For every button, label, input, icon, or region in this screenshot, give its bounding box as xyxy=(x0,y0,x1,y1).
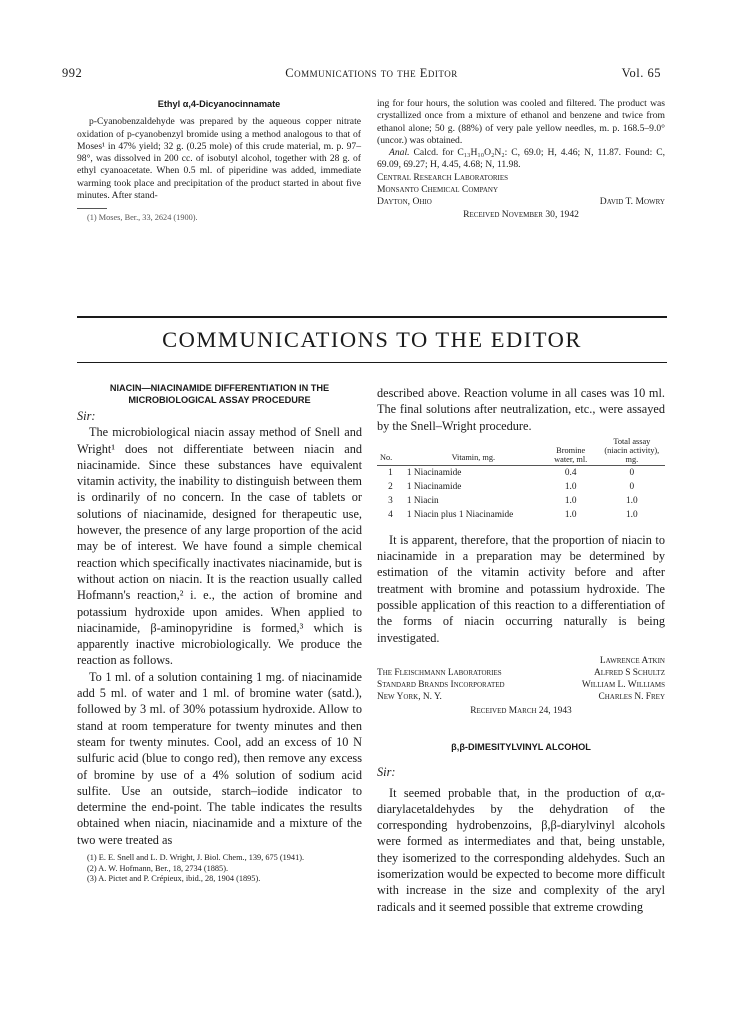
section-title: COMMUNICATIONS TO THE EDITOR xyxy=(162,327,582,352)
prev-article-right-column xyxy=(377,98,665,221)
article1-left-column xyxy=(77,382,362,885)
table-header-row xyxy=(377,436,665,465)
anal-label: Anal. xyxy=(389,147,410,159)
article2-paragraph-1: It seemed probable that, in the production of α,α-diarylacetaldehydes by the dehydration of the corresponding hydrobenzoins, β,β-diarylvinyl alcohols were formed as intermediates and that, being unstable, they isomerized to the corresponding aldehydes. Such an isomerization would be expected to become more difficult with increase in the size and complexity of the aryl radicals and it seemed possible that extreme crowding xyxy=(377,785,665,914)
table-cell: 2 xyxy=(388,481,393,492)
footnote-1: (1) E. E. Snell and L. D. Wright, J. Biol. Chem., 139, 675 (1941). xyxy=(87,853,305,863)
section-rule-top xyxy=(77,316,667,318)
prev-author: David T. Mowry xyxy=(599,196,665,208)
article1-salutation: Sir: xyxy=(77,409,96,423)
volume-label: Vol. 65 xyxy=(621,66,661,80)
table-cell: 0 xyxy=(629,467,635,478)
prev-article-left-column xyxy=(77,98,361,224)
article2-salutation: Sir: xyxy=(377,765,396,780)
article1-paragraph-3: It is apparent, therefore, that the proportion of niacin to niacinamide in a preparation may be determined by estimation of the vitamin activity before and after treatment with bromine and potassium hydroxide. The possible application of this reaction to a differentiation of the forms of niacin occurring naturally is being investigated. xyxy=(377,532,665,645)
table-cell: 0 xyxy=(629,481,635,492)
footnote-2: (2) A. W. Hofmann, Ber., 18, 2734 (1885). xyxy=(87,863,229,873)
table-cell: 1.0 xyxy=(564,509,577,520)
table-cell: 1.0 xyxy=(564,495,577,506)
sig-author-2: Alfred S Schultz xyxy=(593,667,665,678)
prev-article-footnote: (1) Moses, Ber., 33, 2624 (1900). xyxy=(87,213,198,223)
article1-paragraph-2: To 1 ml. of a solution containing 1 mg. of niacinamide add 5 ml. of water and 1 ml. of bromine water (satd.), followed by 3 ml. of 30% potassium hydroxide. Allow to stand at room temperature for twenty minutes and then steam for twenty minutes. Cool, add an excess of 10 N sulfuric acid (blue to congo red), then remove any excess of bromine by use of a 4% solution of sodium acid sulfite. Use an outside, starch–iodide indicator to determine the end-point. The table indicates the results obtained when niacin, niacinamide and a mixture of the two were treated as xyxy=(77,669,362,847)
article1-title-line1: NIACIN—NIACINAMIDE DIFFERENTIATION IN THE xyxy=(109,383,330,393)
th-total-assay: Total assay (niacin activity), mg. xyxy=(604,436,660,464)
th-bromine: Bromine water, ml. xyxy=(554,445,588,464)
prev-affil-3: Dayton, Ohio xyxy=(377,196,432,208)
sig-affil-3: New York, N. Y. xyxy=(377,691,442,702)
table-cell: 0.4 xyxy=(564,467,577,478)
article1-right-column xyxy=(377,385,665,915)
table-row xyxy=(377,494,665,508)
table-cell: 3 xyxy=(388,495,393,506)
article1-right-intro: described above. Reaction volume in all cases was 10 ml. The final solutions after neutralization, etc., were assayed by the Snell–Wright procedure. xyxy=(377,386,665,433)
th-vitamin: Vitamin, mg. xyxy=(451,452,496,462)
table-row xyxy=(377,508,665,522)
footnote-3: (3) A. Pictet and P. Crépieux, ibid., 28, 1904 (1895). xyxy=(87,874,261,884)
table-cell: 1 Niacinamide xyxy=(406,467,462,478)
page-number: 992 xyxy=(62,66,83,80)
table-cell: 1 Niacin plus 1 Niacinamide xyxy=(406,509,514,520)
th-no: No. xyxy=(380,452,393,462)
running-title: Communications to the Editor xyxy=(285,66,458,80)
prev-affil-1: Central Research Laboratories xyxy=(377,171,509,183)
table-cell: 1 Niacin xyxy=(406,495,439,506)
prev-received: Received November 30, 1942 xyxy=(463,208,579,220)
prev-article-title: Ethyl α,4-Dicyanocinnamate xyxy=(157,99,281,109)
article1-title-line2: MICROBIOLOGICAL ASSAY PROCEDURE xyxy=(128,395,311,405)
results-table xyxy=(377,436,665,522)
article1-received: Received March 24, 1943 xyxy=(470,705,572,716)
anal-text: Calcd. for C₁₃H₁₀O₂N₂: C, 69.0; H, 4.46; N, 11.87. Found: C, 69.09, 69.27; H, 4.45, 4.68; N, 11.98. xyxy=(377,147,665,171)
prev-affil-2: Monsanto Chemical Company xyxy=(377,184,499,196)
sig-affil-2: Standard Brands Incorporated xyxy=(377,679,505,690)
article1-paragraph-1: The microbiological niacin assay method of Snell and Wright¹ does not differentiate between niacin and niacinamide. Since these substances have equivalent vitamin activity, the inability to distinguish between them is ordinarily of no concern. In the case of tablets or solutions of niacinamide, designed for therapeutic use, however, the presence of any large proportion of the acid may be of interest. We have found a simple chemical reaction which specifically inactivates niacinamide, but is without action on niacin. It is the reaction usually called Hofmann's reaction,² i. e., the action of bromine and potassium hydroxide upon amides. When applied to niacinamide, β-aminopyridine is formed,³ which is apparently inactive microbiologically. We produce the reaction as follows. xyxy=(77,425,362,668)
sig-author-1: Lawrence Atkin xyxy=(599,655,665,666)
sig-author-4: Charles N. Frey xyxy=(598,691,665,702)
sig-author-3: William L. Williams xyxy=(581,679,665,690)
table-cell: 1.0 xyxy=(564,481,577,492)
table-row xyxy=(377,466,665,480)
prev-article-left-text: p-Cyanobenzaldehyde was prepared by the aqueous copper nitrate oxidation of p-cyanobenzyl bromide using a method analogous to that of Moses¹ in 47% yield; 32 g. (0.25 mole) of this crude material, m. p. 97–98°, was dissolved in 200 cc. of isobutyl alcohol, together with 28 g. of ethyl cyanoacetate. When 0.5 ml. of piperidine was added, immediate warming took place and precipitation of the product started in about five minutes. After stand- xyxy=(77,116,361,202)
article2-title: β,β-DIMESITYLVINYL ALCOHOL xyxy=(451,741,591,752)
section-rule-bottom xyxy=(77,362,667,363)
table-cell: 1 xyxy=(388,467,393,478)
table-cell: 1 Niacinamide xyxy=(406,481,462,492)
table-cell: 1.0 xyxy=(626,509,638,520)
footnote-rule xyxy=(77,208,107,209)
table-row xyxy=(377,480,665,494)
article1-footnotes xyxy=(77,853,362,885)
table-cell: 1.0 xyxy=(626,495,638,506)
table-cell: 4 xyxy=(388,509,393,520)
prev-article-right-text: ing for four hours, the solution was cooled and filtered. The product was crystallized once from a mixture of ethanol and benzene and twice from ethanol alone; 50 g. (88%) of very pale yellow needles, m. p. 168.5–9.0° (uncor.) was obtained. xyxy=(377,98,665,146)
sig-affil-1: The Fleischmann Laboratories xyxy=(377,667,502,678)
